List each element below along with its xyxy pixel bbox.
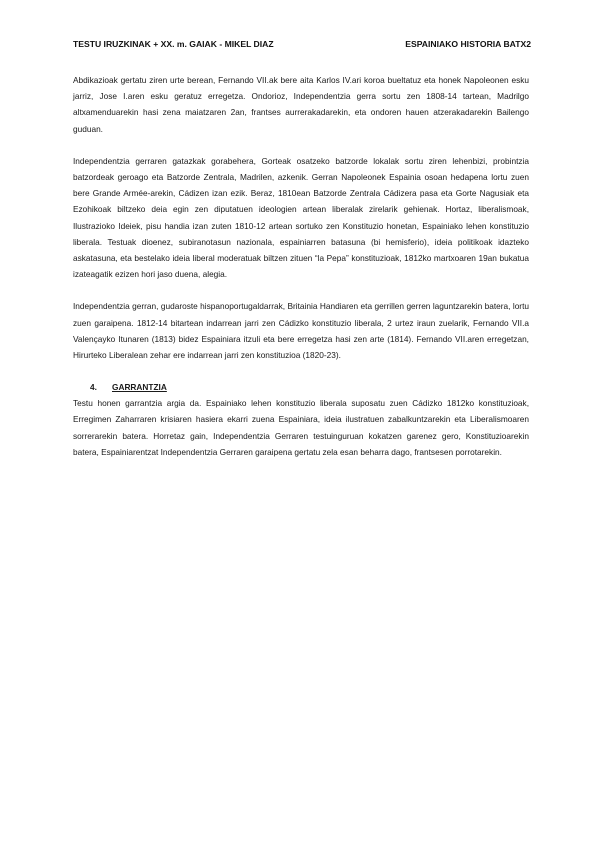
section-title: GARRANTZIA: [112, 382, 167, 393]
header-right-title: ESPAINIAKO HISTORIA BATX2: [405, 39, 531, 49]
page-header: [73, 39, 531, 49]
paragraph-2: Independentzia gerraren gatazkak gorabehera, Gorteak osatzeko batzorde lokalak sortu ziren lehenbizi, probintzia batzordeak geroago eta Batzorde Zentrala, Madrilen, azkenik. Gerran Napoleonek Espainia osoan hedapena lortu zuen bere Grande Armée-arekin, Cádizen izan ezik. Beraz, 1810ean Batzorde Zentrala Cádizera pasa eta Gorte Nagusiak eta Ezohikoak biltzeko deia egin zen diputatuen ideologien artean liberalak zirelarik gehienak. Hortaz, liberalismoak, Ilustrazioko Ideiek, pisu handia izan zuten 1810-12 artean sortuko zen Konstituzio honetan, Espainiako lehen konstituzio liberala. Testuak dioenez, subiranotasun nazionala, espainiarren batasuna (bi hemisferio), ideia politikoak idazteko askatasuna, eta bestelako ideia liberal moderatuak biltzen zituen “la Pepa” konstituzioak, 1812ko martxoaren 19an bukatua izateagatik ezizen hori jaso duena, alegia.: [73, 155, 529, 280]
section-number: 4.: [90, 382, 97, 393]
paragraph-3: Independentzia gerran, gudaroste hispanoportugaldarrak, Britainia Handiaren eta gerrillen gerren laguntzarekin batera, lortu zuen garaipena. 1812-14 bitartean indarrean jarri zen Cádizko konstituzio liberala, 2 urtez iraun zuelarik, Fernando VII.a Valençayko Itunaren (1813) bidez Espainiara itzuli eta bere erregetza hasi zen arte (1814). Fernando VII.aren erregetzan, Hirurteko Liberalean zehar ere indarrean jarri zen konstituzioa (1820-23).: [73, 301, 529, 361]
paragraph-1: Abdikazioak gertatu ziren urte berean, Fernando VII.ak bere aita Karlos IV.ari koroa bueltatuz eta honek Napoleonen esku jarriz, Jose I.aren esku geratuz erregetza. Ondorioz, Independentzia gerra sortu zen 1808-14 tartean, Madrilgo altxamenduarekin hasi zena maiatzaren 2an, frantses aurrerakadarekin, eta ondoren hauen atzerakadarekin Bailengo guduan.: [73, 75, 529, 134]
header-left-title: TESTU IRUZKINAK + XX. m. GAIAK - MIKEL DIAZ: [73, 39, 274, 49]
section-heading: [90, 379, 529, 395]
section-paragraph: Testu honen garrantzia argia da. Espainiako lehen konstituzio liberala suposatu zuen Cádizko 1812ko konstituzioak, Erregimen Zaharraren krisiaren hasiera ekarri zuena Espainiara, ideia ilustratuen zabalkuntzarekin eta Liberalismoaren sorrerarekin batera. Horretaz gain, Independentzia Gerraren testuinguruan kokatzen garenez gero, Konstituzioarekin batera, Espainiarentzat Independentzia Gerraren garaipena gertatu zela esan beharra dago, frantsesen porrotarekin.: [73, 398, 529, 457]
document-body: [73, 72, 529, 476]
